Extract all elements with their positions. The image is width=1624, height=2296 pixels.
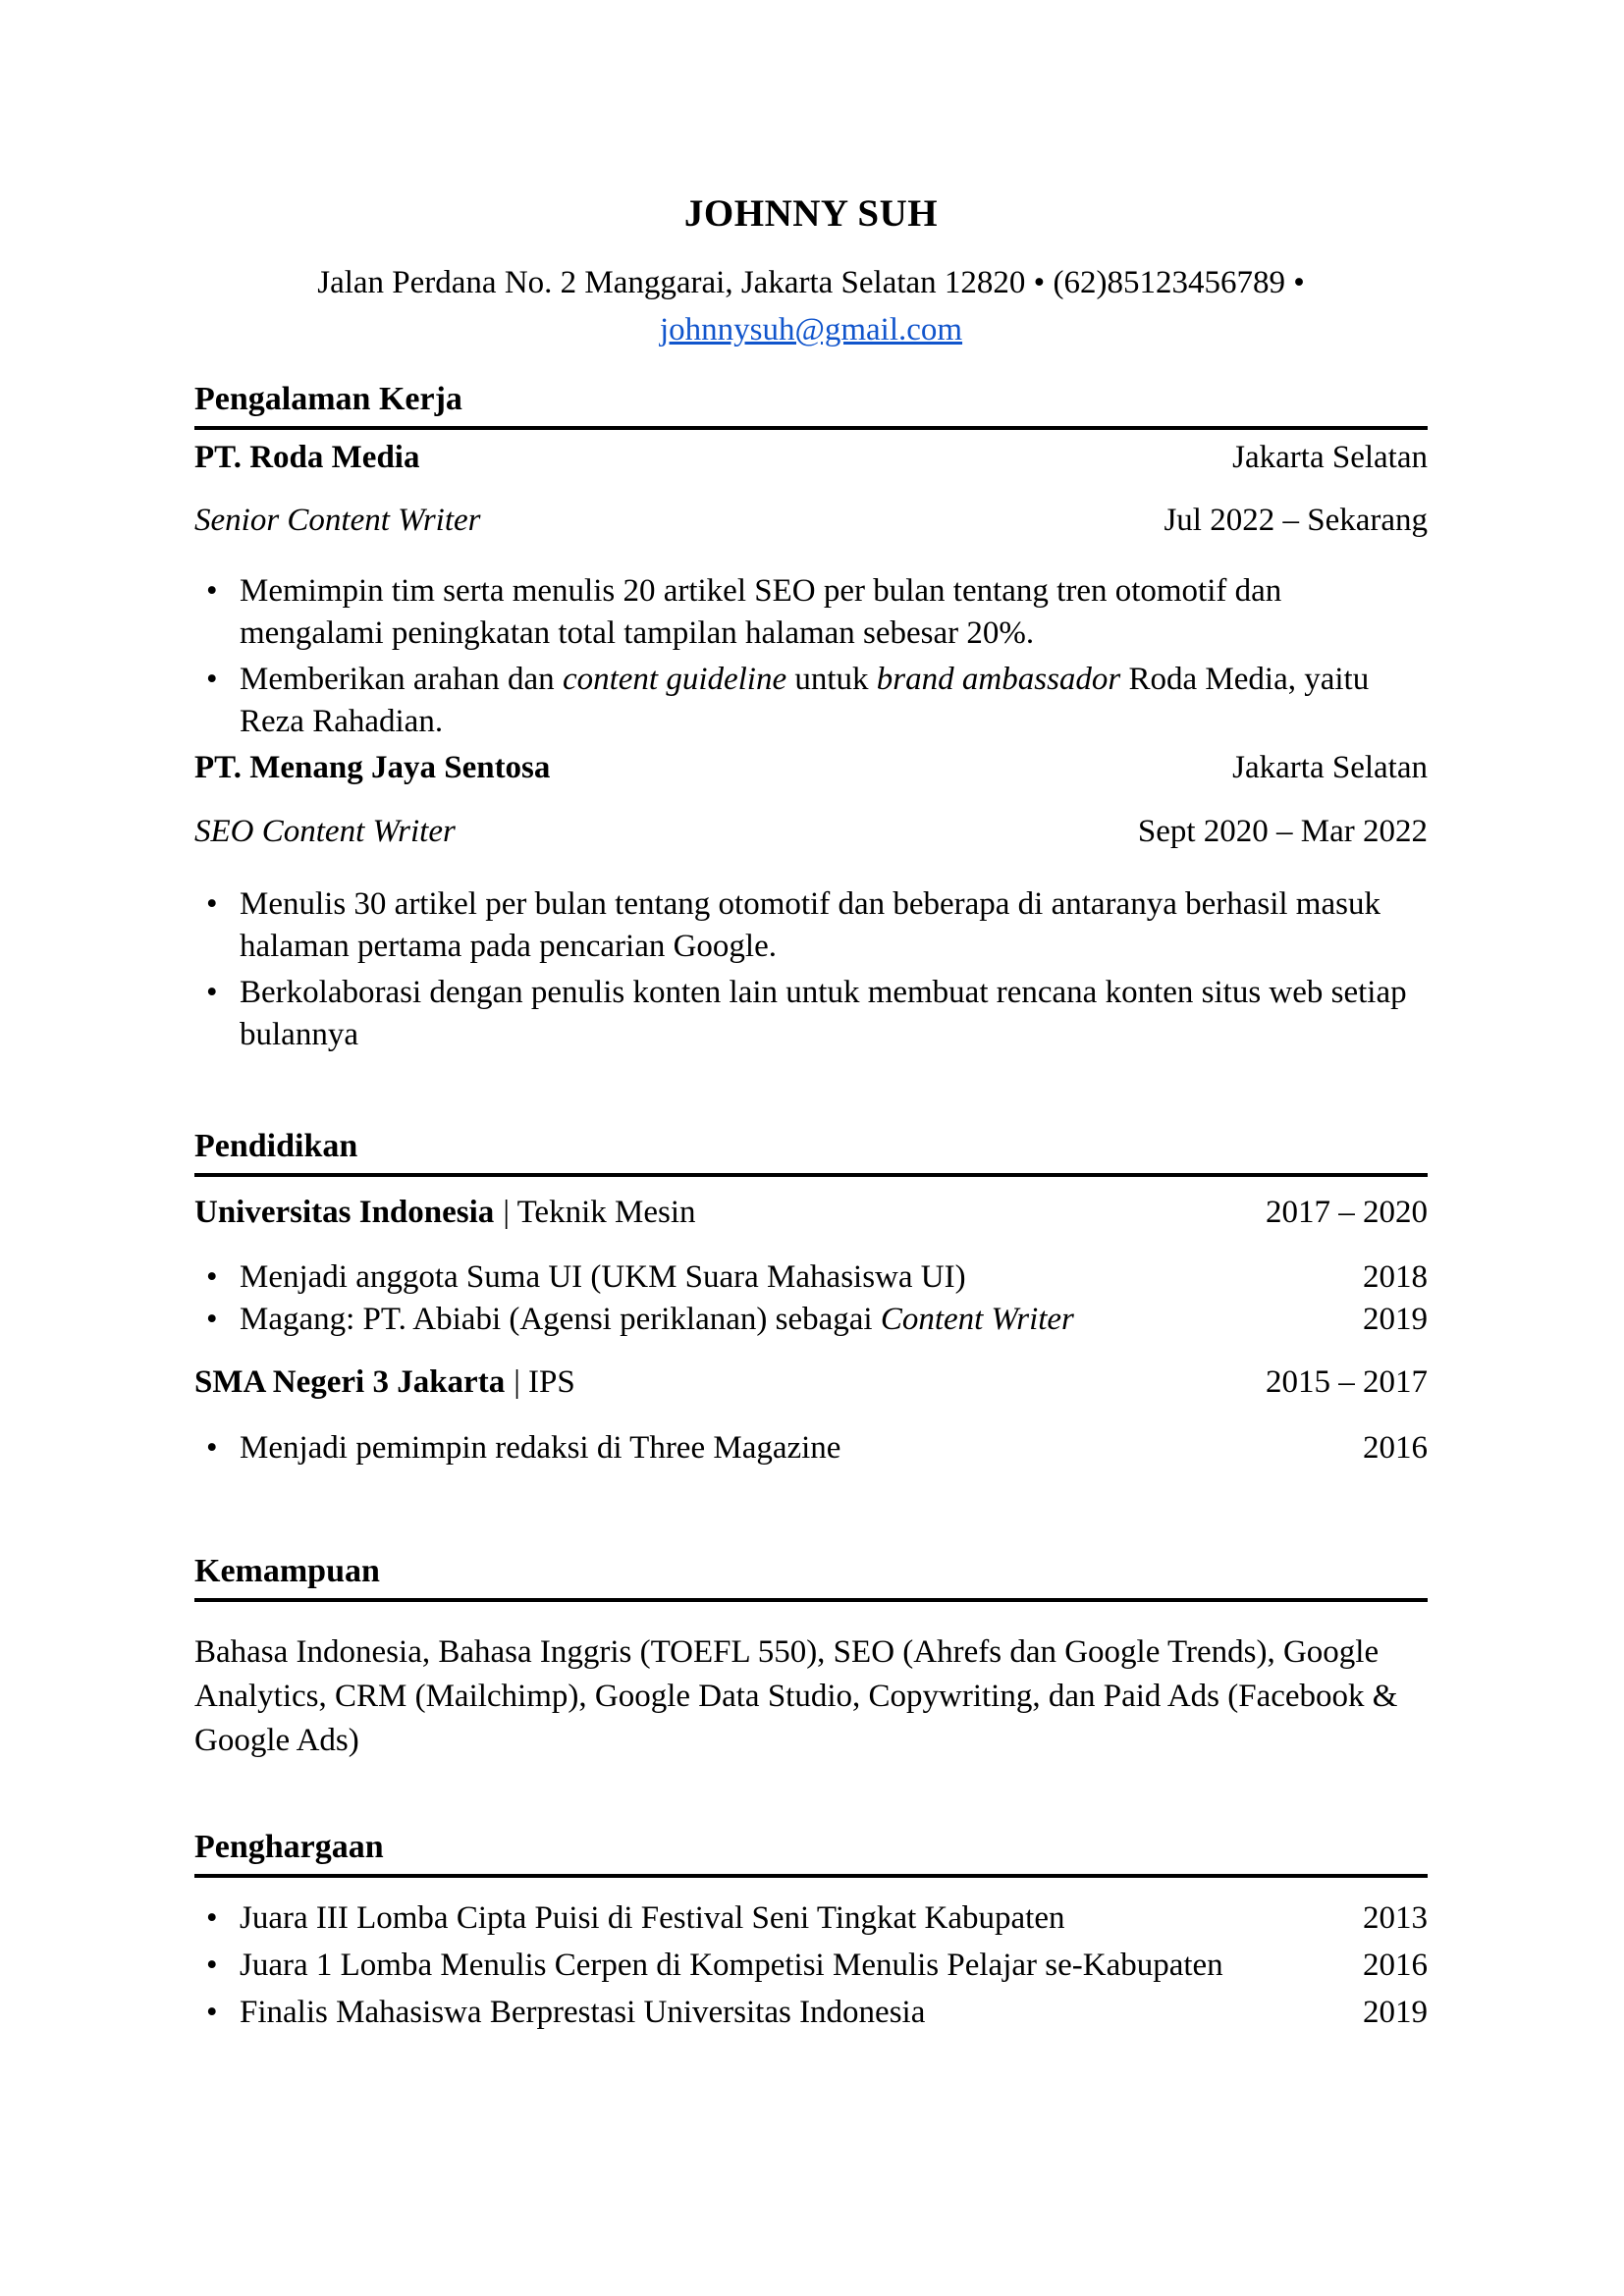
award-year: 2013 [1363,1900,1428,1936]
job-header-row [194,751,1428,784]
awards-list [194,1895,1428,2036]
bullet-item [194,972,1428,1056]
school-name-line [194,1196,696,1229]
school-name: Universitas Indonesia [194,1195,495,1230]
award-text: Juara 1 Lomba Menulis Cerpen di Kompetisi Menulis Pelajar se-Kabupaten [240,1948,1223,1983]
bullet-text: Memimpin tim serta menulis 20 artikel SEO per bulan tentang tren otomotif dan mengalami peningkatan total tampilan halaman sebesar 20%. [240,573,1282,651]
job-header-row [194,441,1428,474]
job-bullet-list [194,570,1428,743]
job-dates: Jul 2022 – Sekarang [1164,503,1428,538]
bullet-item [194,659,1428,743]
school-dates: 2015 – 2017 [1266,1364,1428,1400]
bullet-item [194,1299,1428,1341]
bullet-text: Menulis 30 artikel per bulan tentang otomotif dan beberapa di antaranya berhasil masuk halaman pertama pada pencarian Google. [240,886,1380,964]
bullet-item [194,1256,1428,1299]
award-year: 2016 [1363,1948,1428,1983]
company-name: PT. Menang Jaya Sentosa [194,750,551,785]
school-program: | Teknik Mesin [503,1195,696,1230]
skills-text: Bahasa Indonesia, Bahasa Inggris (TOEFL 550), SEO (Ahrefs dan Google Trends), Google Analytics, CRM (Mailchimp), Google Data Studio, Copywriting, dan Paid Ads (Facebook & Google Ads) [194,1634,1398,1758]
bullet-icon: • [206,1948,218,1983]
company-name: PT. Roda Media [194,440,420,475]
school-dates: 2017 – 2020 [1266,1195,1428,1230]
school-header-row [194,1365,1428,1399]
bullet-item [194,883,1428,968]
email-line [194,306,1428,353]
bullet-text: Menjadi anggota Suma UI (UKM Suara Mahasiswa UI) [240,1259,966,1295]
job-role-row [194,504,1428,537]
school-bullet-list [194,1256,1428,1341]
bullet-icon: • [206,1995,218,2030]
award-item [194,1989,1428,2036]
bullet-icon: • [206,975,218,1010]
bullet-icon: • [206,886,218,922]
award-text: Finalis Mahasiswa Berprestasi Universitas Indonesia [240,1995,926,2030]
job-role: SEO Content Writer [194,814,456,849]
school-header-row [194,1196,1428,1229]
job-role: Senior Content Writer [194,503,481,538]
bullet-year: 2019 [1363,1302,1428,1337]
bullet-year: 2018 [1363,1259,1428,1295]
section-skills-heading: Kemampuan [194,1555,1428,1602]
bullet-icon: • [206,662,218,697]
award-text: Juara III Lomba Cipta Puisi di Festival Seni Tingkat Kabupaten [240,1900,1065,1936]
section-awards-heading: Penghargaan [194,1831,1428,1878]
contact-line: Jalan Perdana No. 2 Manggarai, Jakarta Selatan 12820 • (62)85123456789 • [317,265,1305,300]
bullet-text: Magang: PT. Abiabi (Agensi periklanan) sebagai Content Writer [240,1302,1074,1337]
company-location: Jakarta Selatan [1232,440,1428,475]
bullet-text: Memberikan arahan dan content guideline untuk brand ambassador Roda Media, yaitu Reza Rahadian. [240,662,1370,739]
bullet-icon: • [206,1900,218,1936]
school-name: SMA Negeri 3 Jakarta [194,1364,506,1400]
company-location: Jakarta Selatan [1232,750,1428,785]
award-item [194,1895,1428,1942]
bullet-text: Menjadi pemimpin redaksi di Three Magazine [240,1430,841,1466]
bullet-icon: • [206,1259,218,1295]
award-item [194,1942,1428,1989]
bullet-icon: • [206,573,218,609]
section-education-heading: Pendidikan [194,1130,1428,1177]
bullet-year: 2016 [1363,1430,1428,1466]
section-experience-heading: Pengalaman Kerja [194,383,1428,430]
email-link[interactable]: johnnysuh@gmail.com [659,312,963,347]
contact-block [194,259,1428,353]
school-name-line [194,1365,575,1399]
bullet-item [194,1427,1428,1469]
resume-name: JOHNNY SUH [683,192,939,235]
school-program: | IPS [514,1364,575,1400]
bullet-text: Berkolaborasi dengan penulis konten lain untuk membuat rencana konten situs web setiap bulannya [240,975,1407,1052]
job-dates: Sept 2020 – Mar 2022 [1137,814,1428,849]
resume-content [194,0,1428,2036]
bullet-item [194,570,1428,655]
award-year: 2019 [1363,1995,1428,2030]
bullet-icon: • [206,1302,218,1337]
bullet-icon: • [206,1430,218,1466]
job-bullet-list [194,883,1428,1056]
job-role-row [194,815,1428,848]
school-bullet-list [194,1427,1428,1469]
